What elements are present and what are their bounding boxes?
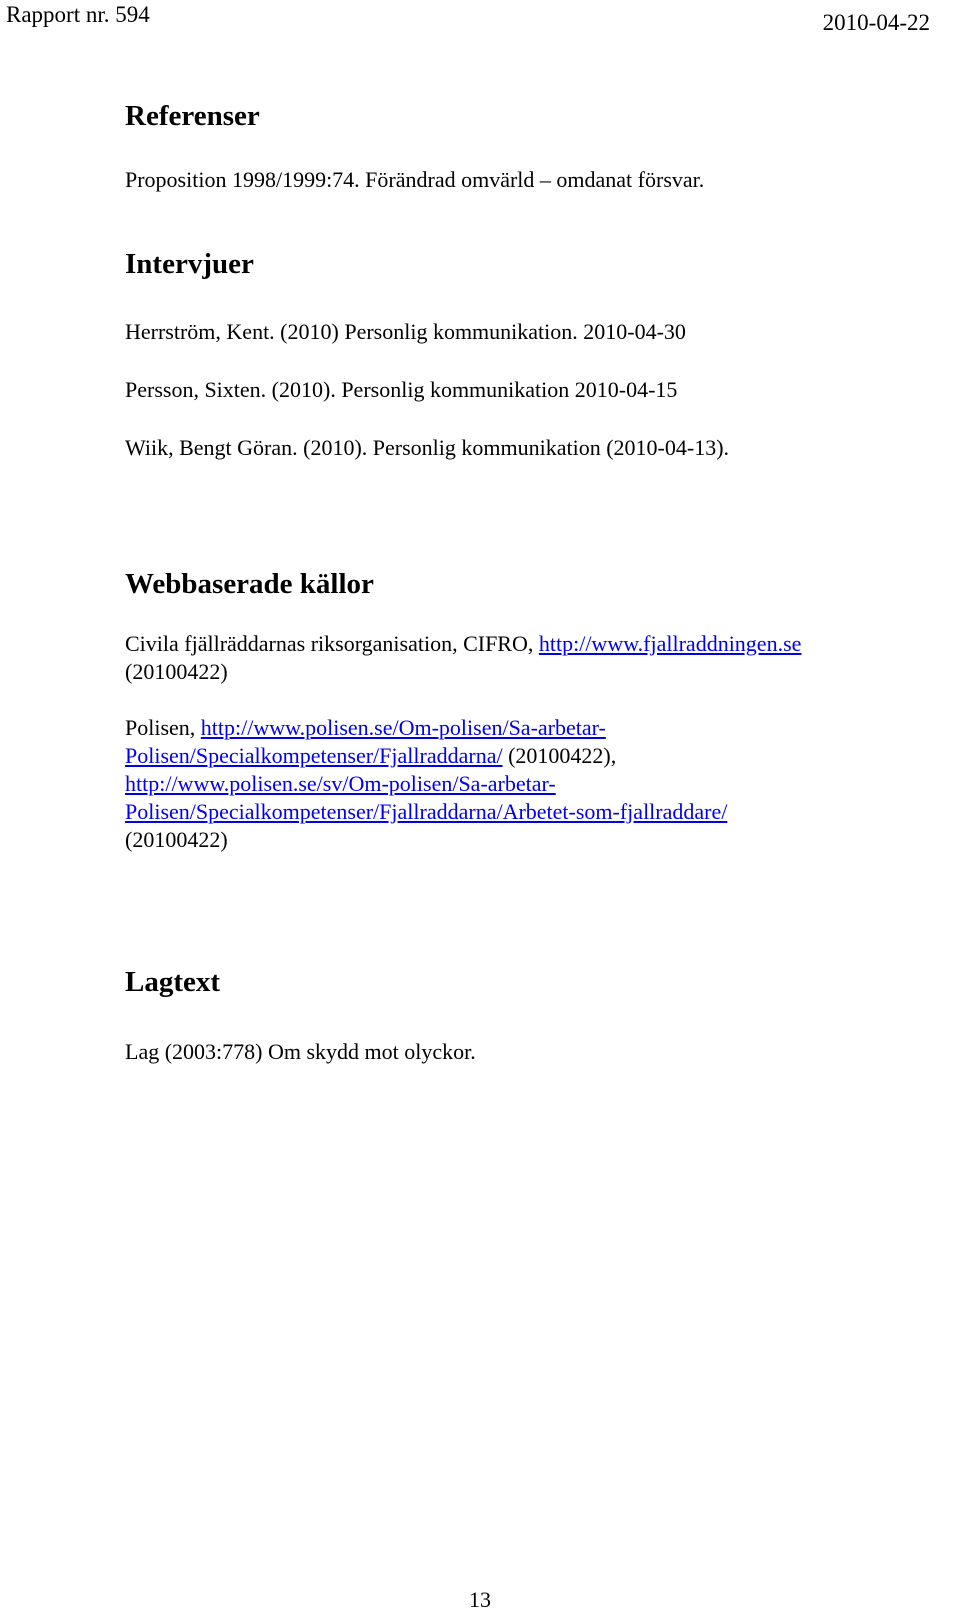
cifro-prefix: Civila fjällräddarnas riksorganisation, CIFRO, (125, 631, 539, 656)
law-item: Lag (2003:778) Om skydd mot olyckor. (125, 1039, 476, 1064)
page-number: 13 (469, 1587, 491, 1612)
polisen-link-1-cont[interactable]: Polisen/Specialkompetenser/Fjallraddarna/ (125, 743, 503, 768)
polisen-source-line2 (125, 742, 616, 770)
reference-item: Proposition 1998/1999:74. Förändrad omvärld – omdanat försvar. (125, 167, 705, 192)
heading-web-sources: Webbaserade källor (125, 568, 374, 600)
interview-item: Herrström, Kent. (2010) Personlig kommunikation. 2010-04-30 (125, 319, 686, 344)
report-number: Rapport nr. 594 (6, 2, 150, 27)
interview-item: Persson, Sixten. (2010). Personlig kommunikation 2010-04-15 (125, 377, 678, 402)
polisen-source-line4 (125, 798, 727, 826)
report-date: 2010-04-22 (822, 10, 930, 35)
cifro-date: (20100422) (125, 659, 228, 684)
polisen-link-2[interactable]: http://www.polisen.se/sv/Om-polisen/Sa-arbetar- (125, 771, 556, 796)
heading-law: Lagtext (125, 966, 221, 998)
polisen-date-2: (20100422) (125, 827, 228, 852)
polisen-source-line1 (125, 714, 606, 742)
polisen-source-line3 (125, 770, 556, 798)
interview-item: Wiik, Bengt Göran. (2010). Personlig kommunikation (2010-04-13). (125, 435, 730, 460)
polisen-prefix: Polisen, (125, 715, 201, 740)
polisen-link-1[interactable]: http://www.polisen.se/Om-polisen/Sa-arbetar- (200, 715, 606, 740)
polisen-link-2-cont[interactable]: Polisen/Specialkompetenser/Fjallraddarna/Arbetet-som-fjallraddare/ (125, 799, 728, 824)
cifro-source (125, 630, 801, 658)
heading-interviews: Intervjuer (125, 248, 254, 280)
cifro-link[interactable]: http://www.fjallraddningen.se (538, 631, 802, 656)
polisen-date-1: (20100422), (502, 743, 617, 768)
heading-references: Referenser (125, 100, 260, 132)
